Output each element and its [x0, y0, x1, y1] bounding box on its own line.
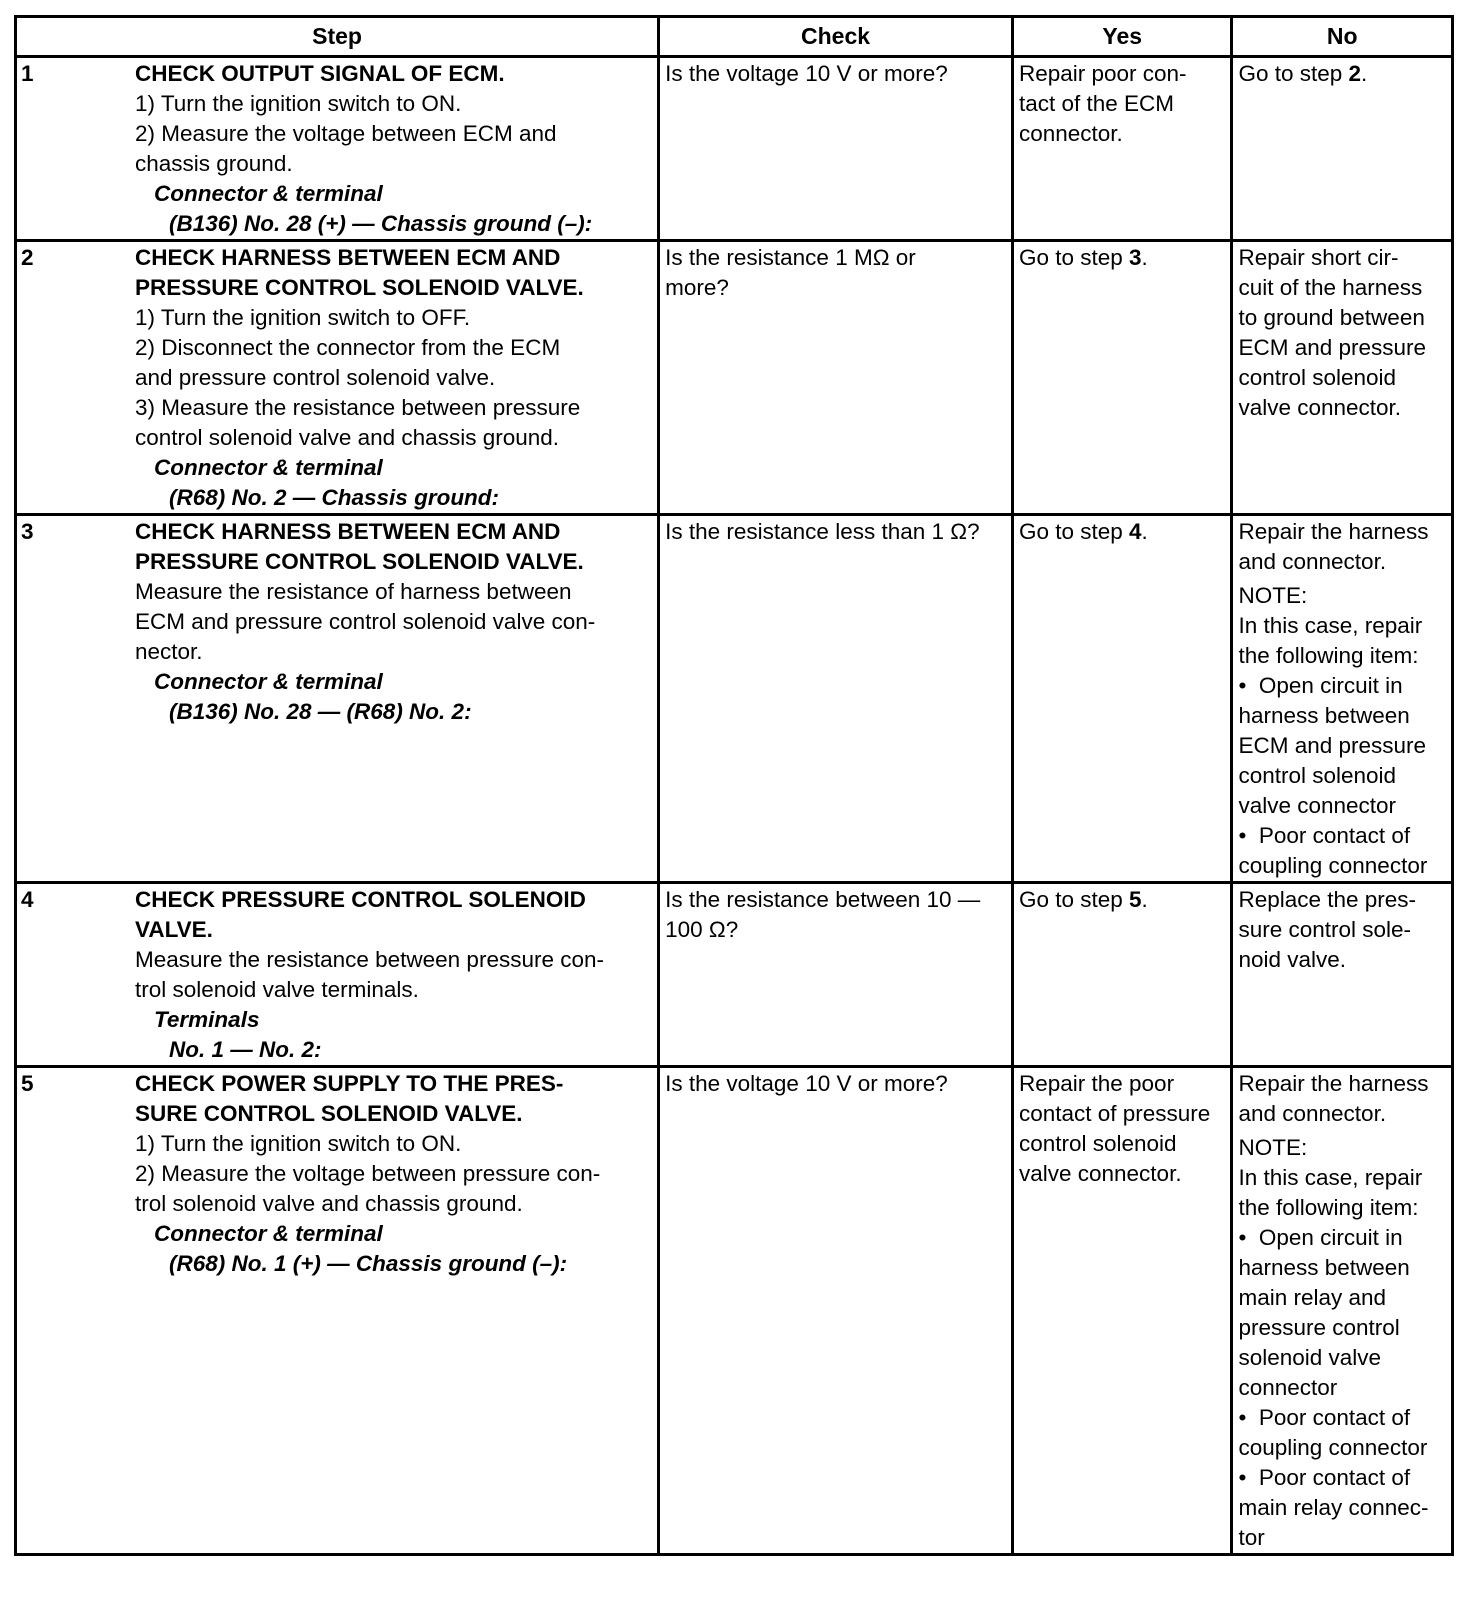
step-instruction: 2) Measure the voltage between ECM and	[135, 121, 557, 146]
bullet-item-continued: pressure control	[1238, 1315, 1400, 1340]
bullet-item-continued: main relay and	[1238, 1285, 1387, 1310]
note-text: In this case, repair	[1238, 613, 1423, 638]
yes-goto	[1014, 516, 1230, 547]
note-label: NOTE:	[1238, 583, 1308, 608]
step-number: 5	[21, 1071, 34, 1096]
step-instruction: 1) Turn the ignition switch to ON.	[135, 1131, 462, 1156]
step-title: PRESSURE CONTROL SOLENOID VALVE.	[135, 549, 584, 574]
check-question: Is the resistance between 10 —	[665, 887, 981, 912]
step-instruction: 1) Turn the ignition switch to OFF.	[135, 305, 471, 330]
connector-terminal-value: (B136) No. 28 — (R68) No. 2:	[169, 699, 472, 724]
bullet-item-continued: harness between	[1238, 1255, 1410, 1280]
step-instruction: 3) Measure the resistance between pressure	[135, 395, 581, 420]
yes-text: connector.	[1018, 121, 1123, 146]
step-title: CHECK OUTPUT SIGNAL OF ECM.	[135, 61, 505, 86]
no-text: cuit of the harness	[1238, 275, 1423, 300]
step-instruction: chassis ground.	[135, 151, 293, 176]
step-number: 4	[21, 887, 34, 912]
step-instruction: 2) Disconnect the connector from the ECM	[135, 335, 561, 360]
bullet-item: • Open circuit in	[1238, 1223, 1446, 1253]
goto-step-number: 5	[1129, 887, 1142, 912]
check-cell	[659, 515, 1013, 883]
no-text: Repair the harness	[1238, 519, 1429, 544]
connector-terminal-label: Connector & terminal	[154, 181, 383, 206]
goto-step-number: 4	[1129, 519, 1142, 544]
step-cell	[16, 241, 659, 515]
step-instruction: ECM and pressure control solenoid valve con-	[135, 609, 596, 634]
table-row	[16, 57, 1453, 241]
bullet-item: • Open circuit in	[1238, 671, 1446, 701]
table-header-row	[16, 17, 1453, 57]
step-number: 2	[21, 245, 34, 270]
step-number: 1	[21, 61, 34, 86]
step-instruction: control solenoid valve and chassis ground.	[135, 425, 560, 450]
yes-cell	[1012, 57, 1231, 241]
step-instruction: Measure the resistance of harness between	[135, 579, 572, 604]
bullet-item-continued: main relay connec-	[1238, 1495, 1429, 1520]
no-cell	[1232, 57, 1453, 241]
no-text: and connector.	[1238, 1101, 1387, 1126]
step-cell	[16, 57, 659, 241]
step-instruction: Measure the resistance between pressure con-	[135, 947, 604, 972]
bullet-item: • Poor contact of	[1238, 1463, 1446, 1493]
bullet-item: • Poor contact of	[1238, 1403, 1446, 1433]
yes-text: contact of pressure	[1018, 1101, 1211, 1126]
goto-suffix: .	[1141, 519, 1148, 544]
terminals-value: No. 1 — No. 2:	[169, 1037, 322, 1062]
step-instruction: and pressure control solenoid valve.	[135, 365, 496, 390]
bullet-item-continued: coupling connector	[1238, 853, 1428, 878]
goto-prefix: Go to step	[1238, 61, 1349, 86]
step-title: CHECK HARNESS BETWEEN ECM AND	[135, 519, 561, 544]
header-yes: Yes	[1012, 17, 1231, 57]
yes-text: Repair poor con-	[1018, 61, 1187, 86]
check-cell	[659, 883, 1013, 1067]
no-text: valve connector.	[1238, 395, 1402, 420]
check-question: more?	[665, 275, 729, 300]
table-row	[16, 1067, 1453, 1555]
bullet-item: • Poor contact of	[1238, 821, 1446, 851]
step-number: 3	[21, 519, 34, 544]
note-text: the following item:	[1238, 643, 1419, 668]
table-row	[16, 515, 1453, 883]
no-goto	[1233, 58, 1451, 89]
bullet-item-continued: valve connector	[1238, 793, 1397, 818]
yes-goto	[1014, 884, 1230, 915]
header-step: Step	[16, 17, 659, 57]
yes-goto	[1014, 242, 1230, 273]
note-label: NOTE:	[1238, 1135, 1308, 1160]
check-cell	[659, 57, 1013, 241]
yes-cell	[1012, 883, 1231, 1067]
no-cell	[1232, 241, 1453, 515]
document-page	[14, 15, 1454, 1556]
bullet-item-continued: solenoid valve	[1238, 1345, 1382, 1370]
step-title: CHECK HARNESS BETWEEN ECM AND	[135, 245, 561, 270]
step-cell	[16, 1067, 659, 1555]
bullet-item-continued: connector	[1238, 1375, 1338, 1400]
note-text: In this case, repair	[1238, 1165, 1423, 1190]
step-instruction: trol solenoid valve terminals.	[135, 977, 419, 1002]
no-text: and connector.	[1238, 549, 1387, 574]
no-cell	[1232, 1067, 1453, 1555]
check-question: Is the resistance 1 MΩ or	[665, 245, 916, 270]
step-title: PRESSURE CONTROL SOLENOID VALVE.	[135, 275, 584, 300]
no-text: Replace the pres-	[1238, 887, 1417, 912]
check-cell	[659, 1067, 1013, 1555]
goto-prefix: Go to step	[1018, 519, 1130, 544]
note-text: the following item:	[1238, 1195, 1419, 1220]
step-title: VALVE.	[135, 917, 213, 942]
step-title: CHECK PRESSURE CONTROL SOLENOID	[135, 887, 586, 912]
step-instruction: 2) Measure the voltage between pressure con-	[135, 1161, 601, 1186]
bullet-item-continued: coupling connector	[1238, 1435, 1428, 1460]
no-text: sure control sole-	[1238, 917, 1412, 942]
no-text: Repair the harness	[1238, 1071, 1429, 1096]
check-question: 100 Ω?	[665, 917, 739, 942]
no-cell	[1232, 883, 1453, 1067]
yes-text: valve connector.	[1018, 1161, 1182, 1186]
check-cell	[659, 241, 1013, 515]
check-question: Is the voltage 10 V or more?	[665, 1071, 948, 1096]
yes-cell	[1012, 515, 1231, 883]
goto-step-number: 2	[1348, 61, 1362, 86]
no-text: to ground between	[1238, 305, 1425, 330]
connector-terminal-value: (B136) No. 28 (+) — Chassis ground (–):	[169, 211, 593, 236]
no-text: control solenoid	[1238, 365, 1397, 390]
bullet-item-continued: control solenoid	[1238, 763, 1397, 788]
table-row	[16, 883, 1453, 1067]
step-title: SURE CONTROL SOLENOID VALVE.	[135, 1101, 523, 1126]
yes-cell	[1012, 1067, 1231, 1555]
step-title: CHECK POWER SUPPLY TO THE PRES-	[135, 1071, 564, 1096]
yes-text: control solenoid	[1018, 1131, 1177, 1156]
no-text: ECM and pressure	[1238, 335, 1427, 360]
no-text: noid valve.	[1238, 947, 1347, 972]
bullet-item-continued: tor	[1238, 1525, 1265, 1550]
check-question: Is the resistance less than 1 Ω?	[665, 519, 980, 544]
diagnostic-table	[14, 15, 1454, 1556]
connector-terminal-label: Connector & terminal	[154, 1221, 383, 1246]
step-cell	[16, 883, 659, 1067]
no-text: Repair short cir-	[1238, 245, 1399, 270]
step-instruction: trol solenoid valve and chassis ground.	[135, 1191, 523, 1216]
table-row	[16, 241, 1453, 515]
step-instruction: nector.	[135, 639, 203, 664]
bullet-item-continued: ECM and pressure	[1238, 733, 1427, 758]
goto-prefix: Go to step	[1018, 245, 1130, 270]
header-no: No	[1232, 17, 1453, 57]
connector-terminal-label: Connector & terminal	[154, 669, 383, 694]
yes-text: tact of the ECM	[1018, 91, 1175, 116]
check-question: Is the voltage 10 V or more?	[665, 61, 948, 86]
goto-suffix: .	[1361, 61, 1368, 86]
step-instruction: 1) Turn the ignition switch to ON.	[135, 91, 462, 116]
goto-suffix: .	[1141, 245, 1148, 270]
connector-terminal-value: (R68) No. 2 — Chassis ground:	[169, 485, 500, 510]
terminals-label: Terminals	[154, 1007, 260, 1032]
bullet-item-continued: harness between	[1238, 703, 1410, 728]
goto-prefix: Go to step	[1018, 887, 1130, 912]
goto-step-number: 3	[1129, 245, 1142, 270]
connector-terminal-label: Connector & terminal	[154, 455, 383, 480]
goto-suffix: .	[1141, 887, 1148, 912]
step-cell	[16, 515, 659, 883]
yes-text: Repair the poor	[1018, 1071, 1175, 1096]
connector-terminal-value: (R68) No. 1 (+) — Chassis ground (–):	[169, 1251, 568, 1276]
header-check: Check	[659, 17, 1013, 57]
no-cell	[1232, 515, 1453, 883]
yes-cell	[1012, 241, 1231, 515]
